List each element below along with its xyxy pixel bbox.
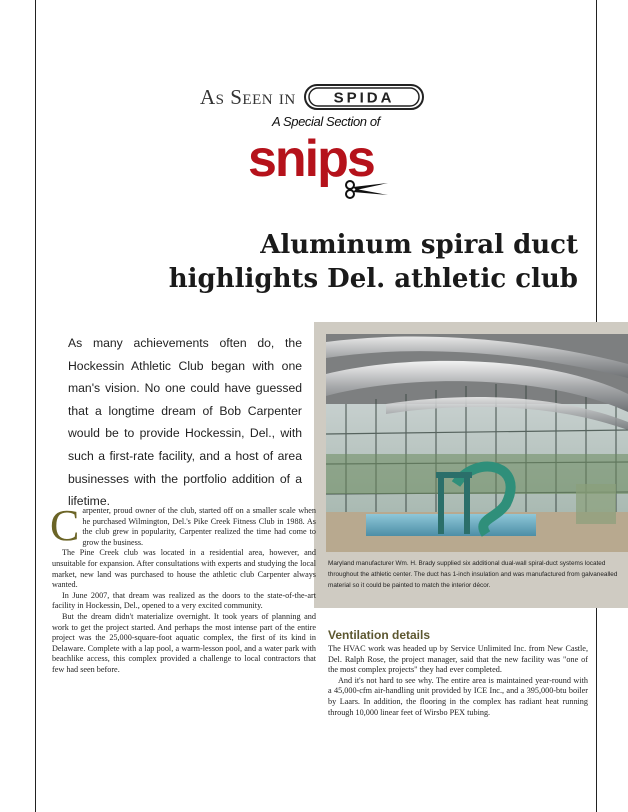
drop-cap: C (50, 501, 80, 550)
spida-logo-text: SPIDA (333, 89, 395, 107)
body-paragraph: The HVAC work was headed up by Service Unlimited Inc. from New Castle, Del. Ralph Rose, the project manager, said that the new facility was "one of the most complex projects" they had ever completed. (328, 644, 588, 675)
body-column-right (328, 644, 588, 718)
snips-logo-text: snips (248, 130, 374, 188)
body-column-left (50, 501, 316, 676)
photo-frame (314, 322, 628, 608)
article-headline: Aluminum spiral duct highlights Del. athletic club (168, 230, 578, 294)
scissors-icon (344, 179, 392, 199)
body-paragraph: In June 2007, that dream was realized as the doors to the state-of-the-art facility in Hockessin, Del., opened to a very excited community. (52, 590, 316, 611)
article-intro: As many achievements often do, the Hockessin Athletic Club began with one man's vision. No one could have guessed that a longtime dream of Bob Carpenter would be to provide Hockessin, Del., with such a first-rate facility, and a host of area businesses with the portfolio addition of a lifetime. (68, 336, 302, 509)
as-seen-in-banner (200, 83, 440, 111)
body-paragraph (50, 501, 316, 550)
ventilation-heading: Ventilation details (328, 628, 431, 642)
athletic-club-photo (326, 334, 628, 552)
photo-caption: Maryland manufacturer Wm. H. Brady supplied six additional dual-wall spiral-duct systems located throughout the athletic center. The duct has 1-inch insulation and was manufactured from galvanealled material so it could be painted to match the interior décor. (328, 560, 618, 589)
as-seen-in-text: As Seen in (200, 84, 296, 109)
special-section-subtitle: A Special Section of (272, 114, 380, 129)
snips-logo (248, 131, 398, 201)
body-paragraph: The Pine Creek club was located in a residential area, however, and unsuitable for expansion. After consultations with experts and studying the local market, new land was purchased to house the athletic club Carpenter always wanted. (52, 548, 316, 590)
spida-logo (304, 84, 424, 110)
body-paragraph-text: arpenter, proud owner of the club, started off on a smaller scale when he purchased Wilmington, Del.'s Pike Creek Fitness Club in 1988. As the club grew in popularity, Carpenter realized the time had come to grow the business. (82, 506, 316, 547)
body-paragraph: And it's not hard to see why. The entire area is maintained year-round with a 45,000-cfm air-handling unit provided by ICE Inc., and a 395,000-btu boiler by Laars. In addition, the flooring in the complex has radiant heat running through 10,000 linear feet of Wirsbo PEX tubing. (328, 675, 588, 717)
body-paragraph: But the dream didn't materialize overnight. It took years of planning and work to get the project started. And perhaps the most intense part of the entire project was the 25,000-square-foot aquatic complex, the first of its kind in Delaware. Complete with a lap pool, a warm-lesson pool, and a water park with beachlike access, this complex provided a challenge to local contractors that few had seen before. (52, 611, 316, 674)
